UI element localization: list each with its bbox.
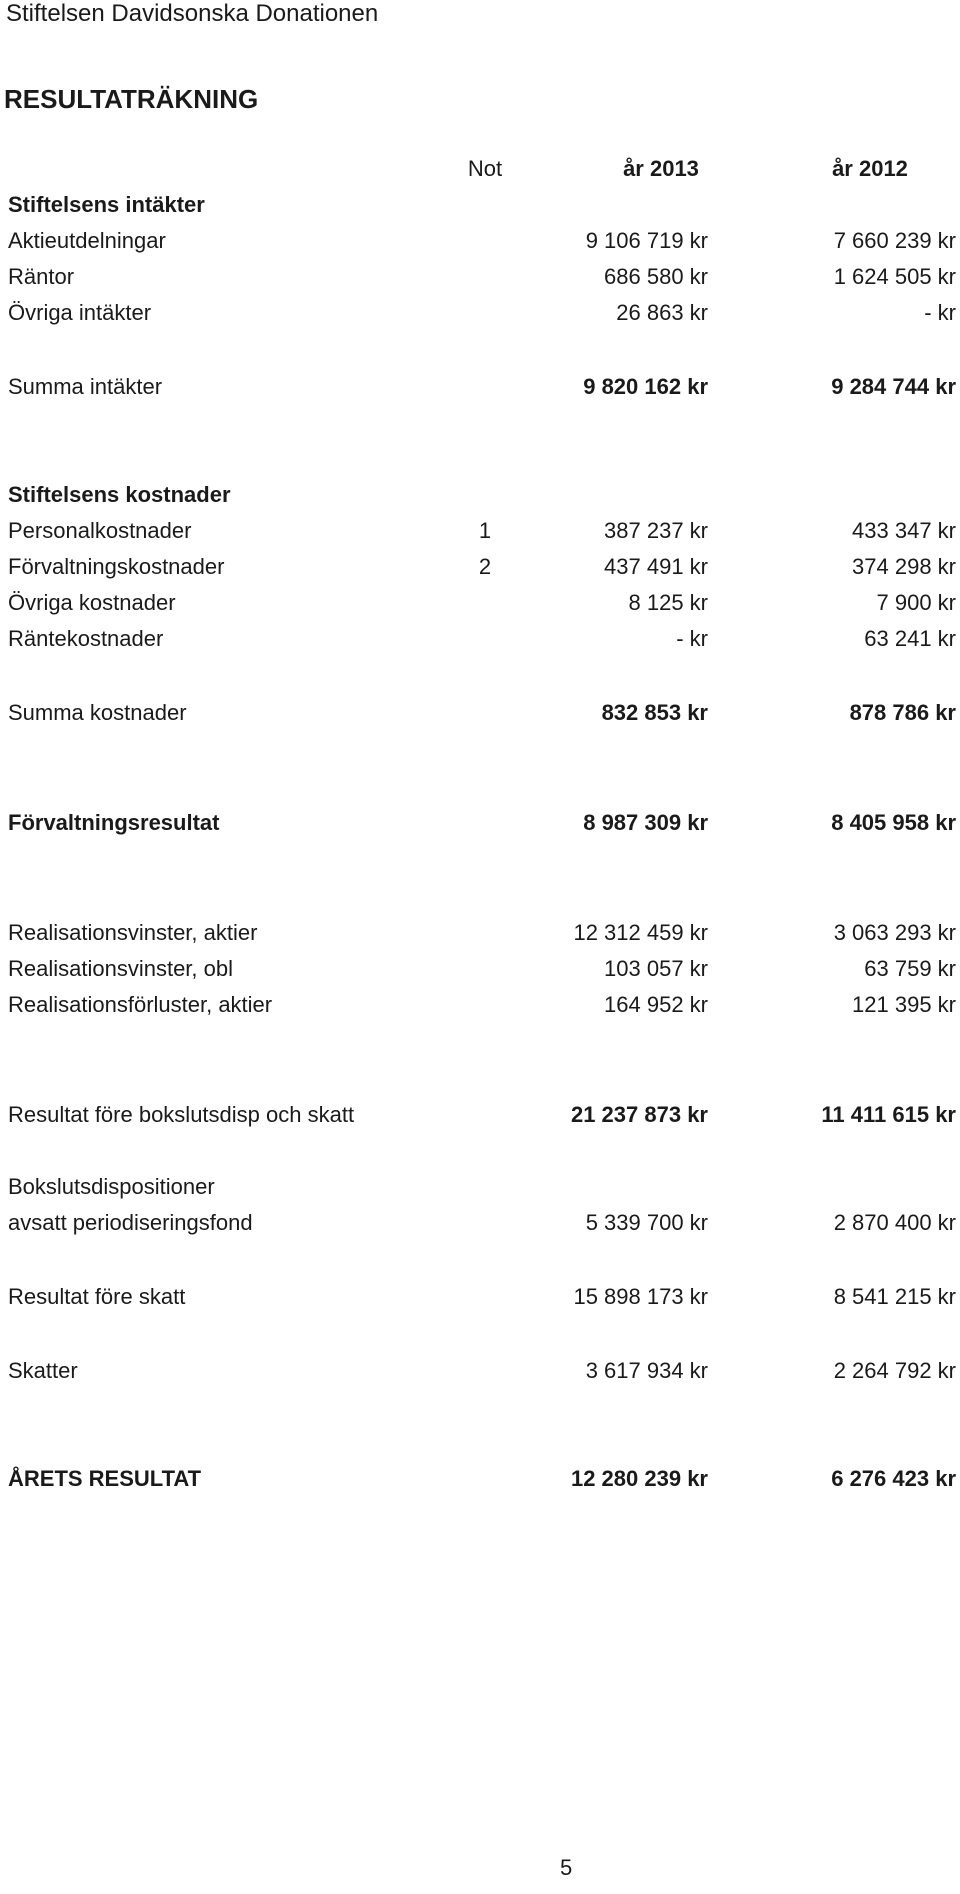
document-title: RESULTATRÄKNING — [4, 84, 259, 114]
value-2012: 6 276 423 kr — [831, 1466, 956, 1491]
row-label: Stiftelsens kostnader — [8, 482, 231, 507]
table-row — [0, 372, 960, 402]
value-2013: 832 853 kr — [601, 700, 708, 725]
value-2013: 15 898 173 kr — [573, 1284, 708, 1309]
table-row — [0, 1464, 960, 1494]
row-label: Förvaltningsresultat — [8, 810, 220, 835]
table-row — [0, 480, 960, 510]
table-row — [0, 1282, 960, 1312]
row-label: Bokslutsdispositioner — [8, 1174, 215, 1199]
value-2013: 8 987 309 kr — [583, 810, 708, 835]
row-label: Realisationsvinster, obl — [8, 956, 234, 981]
table-row — [0, 624, 960, 654]
table-row — [0, 954, 960, 984]
value-2013: 9 820 162 kr — [583, 374, 708, 399]
row-label: Personalkostnader — [8, 518, 192, 543]
value-2012: 11 411 615 kr — [821, 1102, 956, 1127]
row-label: Resultat före bokslutsdisp och skatt — [8, 1102, 355, 1127]
row-label: Övriga kostnader — [8, 590, 176, 615]
value-2013: 3 617 934 kr — [585, 1358, 708, 1383]
column-header-year-2013: år 2013 — [623, 156, 699, 181]
value-2012: 8 541 215 kr — [833, 1284, 956, 1309]
row-label: Skatter — [8, 1358, 78, 1383]
row-note: 2 — [478, 554, 492, 579]
value-2012: 2 264 792 kr — [833, 1358, 956, 1383]
table-row — [0, 1356, 960, 1386]
value-2013: 5 339 700 kr — [585, 1210, 708, 1235]
value-2012: 7 900 kr — [876, 590, 956, 615]
table-row — [0, 516, 960, 546]
value-2012: 374 298 kr — [852, 554, 956, 579]
table-row — [0, 990, 960, 1020]
header-title: Stiftelsen Davidsonska Donationen — [6, 0, 379, 27]
row-note: 1 — [478, 518, 492, 543]
row-label: Räntekostnader — [8, 626, 164, 651]
table-row — [0, 1172, 960, 1202]
row-label: Räntor — [8, 264, 75, 289]
value-2013: 21 237 873 kr — [570, 1102, 708, 1127]
row-label: Övriga intäkter — [8, 300, 152, 325]
table-row — [0, 588, 960, 618]
value-2013: 9 106 719 kr — [585, 228, 708, 253]
value-2012: 2 870 400 kr — [833, 1210, 956, 1235]
row-label: Summa intäkter — [8, 374, 163, 399]
table-row — [0, 808, 960, 838]
table-row — [0, 1100, 960, 1130]
value-2012: 3 063 293 kr — [833, 920, 956, 945]
row-label: Förvaltningskostnader — [8, 554, 225, 579]
column-header-not: Not — [467, 156, 503, 181]
value-2013: 12 280 239 kr — [570, 1466, 708, 1491]
value-2013: 103 057 kr — [604, 956, 708, 981]
row-label: Realisationsvinster, aktier — [8, 920, 258, 945]
table-row — [0, 190, 960, 220]
value-2013: - kr — [676, 626, 708, 651]
value-2013: 164 952 kr — [604, 992, 708, 1017]
table-row — [0, 1208, 960, 1238]
row-label: Resultat före skatt — [8, 1284, 186, 1309]
table-row — [0, 262, 960, 292]
table-row — [0, 226, 960, 256]
row-label: ÅRETS RESULTAT — [8, 1466, 202, 1491]
value-2013: 387 237 kr — [604, 518, 708, 543]
value-2013: 437 491 kr — [604, 554, 708, 579]
value-2012: 433 347 kr — [852, 518, 956, 543]
table-row — [0, 298, 960, 328]
value-2013: 12 312 459 kr — [573, 920, 708, 945]
row-label: Stiftelsens intäkter — [8, 192, 205, 217]
value-2012: 9 284 744 kr — [831, 374, 956, 399]
row-label: Realisationsförluster, aktier — [8, 992, 273, 1017]
value-2012: 121 395 kr — [852, 992, 956, 1017]
table-row — [0, 918, 960, 948]
table-row — [0, 552, 960, 582]
value-2013: 8 125 kr — [628, 590, 708, 615]
table-row — [0, 698, 960, 728]
value-2012: - kr — [924, 300, 956, 325]
value-2012: 63 759 kr — [864, 956, 956, 981]
value-2012: 63 241 kr — [864, 626, 956, 651]
row-label: Aktieutdelningar — [8, 228, 166, 253]
value-2012: 878 786 kr — [849, 700, 956, 725]
row-label: avsatt periodiseringsfond — [8, 1210, 253, 1235]
value-2013: 686 580 kr — [604, 264, 708, 289]
value-2012: 7 660 239 kr — [833, 228, 956, 253]
page-number: 5 — [560, 1855, 573, 1880]
value-2013: 26 863 kr — [616, 300, 708, 325]
value-2012: 8 405 958 kr — [831, 810, 956, 835]
value-2012: 1 624 505 kr — [833, 264, 956, 289]
column-header-year-2012: år 2012 — [832, 156, 908, 181]
row-label: Summa kostnader — [8, 700, 187, 725]
